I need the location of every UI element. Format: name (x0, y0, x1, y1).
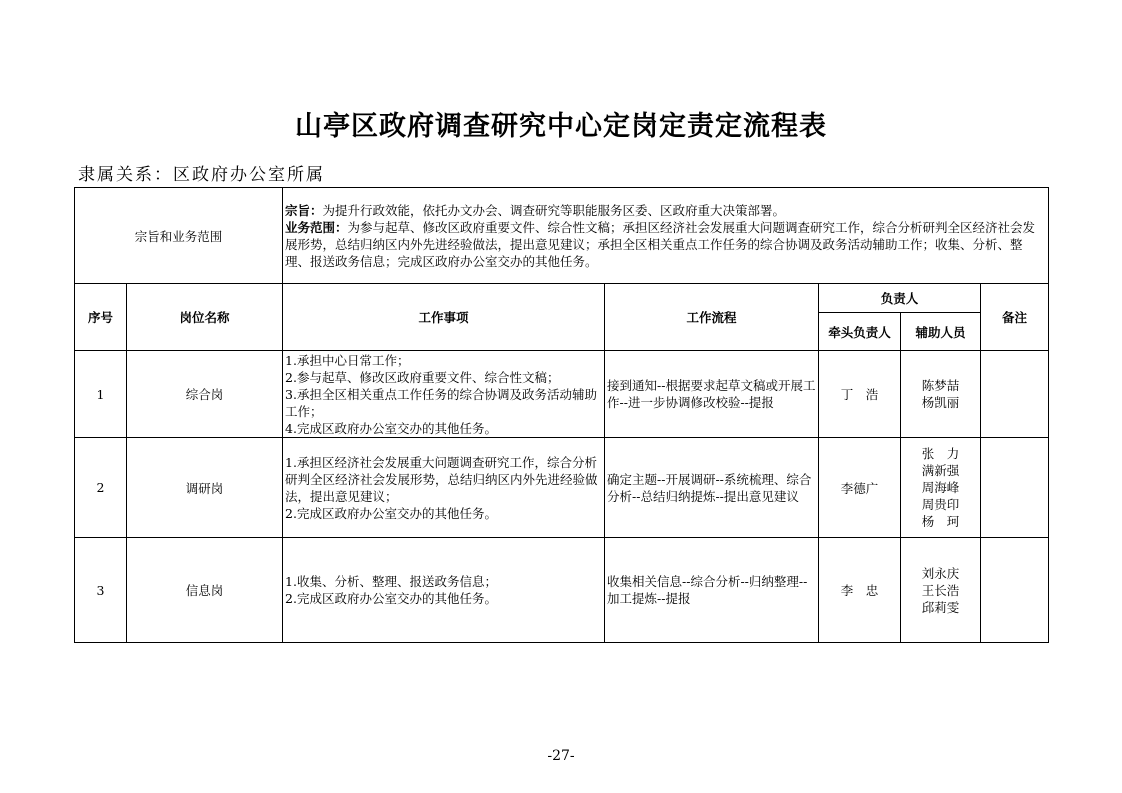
work-item: 2.参与起草、修改区政府重要文件、综合性文稿； (285, 369, 560, 385)
assist-person: 邱莉雯 (921, 599, 960, 615)
row-lead: 李德广 (819, 438, 901, 538)
table-row (75, 438, 1049, 538)
work-item: 3.承担全区相关重点工作任务的综合协调及政务活动辅助工作； (285, 386, 597, 419)
row-work-items (283, 538, 605, 643)
row-seq: 3 (75, 538, 127, 643)
row-seq: 1 (75, 351, 127, 438)
assist-person: 周海峰 (921, 480, 960, 495)
scope-content (283, 188, 1049, 284)
row-lead: 丁 浩 (819, 351, 901, 438)
header-assist: 辅助人员 (901, 313, 981, 351)
row-post: 调研岗 (127, 438, 283, 538)
assist-person: 张 力 (921, 446, 960, 461)
document-title: 山亭区政府调查研究中心定岗定责定流程表 (295, 111, 827, 142)
row-post: 信息岗 (127, 538, 283, 643)
work-item: 2.完成区政府办公室交办的其他任务。 (285, 505, 497, 521)
table-row (75, 351, 1049, 438)
row-remark (981, 438, 1049, 538)
work-item: 4.完成区政府办公室交办的其他任务。 (285, 420, 497, 436)
header-flow: 工作流程 (605, 284, 819, 351)
assist-person: 满新强 (921, 463, 960, 478)
purpose-label: 宗旨： (285, 202, 323, 218)
row-work-items (283, 438, 605, 538)
assist-person: 刘永庆 (921, 565, 960, 581)
purpose-text: 为提升行政效能，依托办文办会、调查研究等职能服务区委、区政府重大决策部署。 (322, 202, 786, 218)
business-text: 为参与起草、修改区政府重要文件、综合性文稿；承担区经济社会发展重大问题调查研究工作，综合分析研判全区经济社会发展形势，总结归纳区内外先进经验做法，提出意见建议；承担全区相关重点工作任务的综合协调及政务活动辅助工作；收集、分析、整理、报送政务信息；完成区政府办公室交办的其他任务。 (285, 219, 1036, 269)
work-item: 1.承担区经济社会发展重大问题调查研究工作，综合分析研判全区经济社会发展形势，总结归纳区内外先进经验做法，提出意见建议； (285, 454, 598, 504)
scope-label: 宗旨和业务范围 (75, 188, 283, 284)
row-flow: 收集相关信息--综合分析--归纳整理--加工提炼--提报 (605, 538, 819, 643)
business-label: 业务范围： (285, 219, 348, 235)
row-assist (901, 438, 981, 538)
row-assist (901, 538, 981, 643)
row-flow: 接到通知--根据要求起草文稿或开展工作--进一步协调修改校验--提报 (605, 351, 819, 438)
assist-person: 王长浩 (921, 582, 960, 598)
row-assist (901, 351, 981, 438)
row-remark (981, 538, 1049, 643)
header-seq: 序号 (75, 284, 127, 351)
responsibility-table (74, 187, 1049, 643)
assist-person: 周贵印 (921, 497, 960, 512)
row-work-items (283, 351, 605, 438)
work-item: 1.收集、分析、整理、报送政务信息； (285, 574, 497, 589)
header-responsible: 负责人 (819, 284, 981, 313)
page-number: -27- (547, 748, 575, 764)
header-post: 岗位名称 (127, 284, 283, 351)
row-seq: 2 (75, 438, 127, 538)
assist-person: 陈梦喆 (921, 378, 960, 393)
header-work: 工作事项 (283, 284, 605, 351)
row-post: 综合岗 (127, 351, 283, 438)
work-item: 2.完成区政府办公室交办的其他任务。 (285, 591, 497, 606)
row-flow: 确定主题--开展调研--系统梳理、综合分析--总结归纳提炼--提出意见建议 (605, 438, 819, 538)
assist-person: 杨凯丽 (921, 395, 960, 410)
row-remark (981, 351, 1049, 438)
table-row (75, 538, 1049, 643)
row-lead: 李 忠 (819, 538, 901, 643)
assist-person: 杨 珂 (921, 514, 960, 529)
affiliation: 隶属关系：区政府办公室所属 (78, 165, 325, 185)
header-lead: 牵头负责人 (819, 313, 901, 351)
work-item: 1.承担中心日常工作； (285, 352, 410, 368)
header-remark: 备注 (981, 284, 1049, 351)
